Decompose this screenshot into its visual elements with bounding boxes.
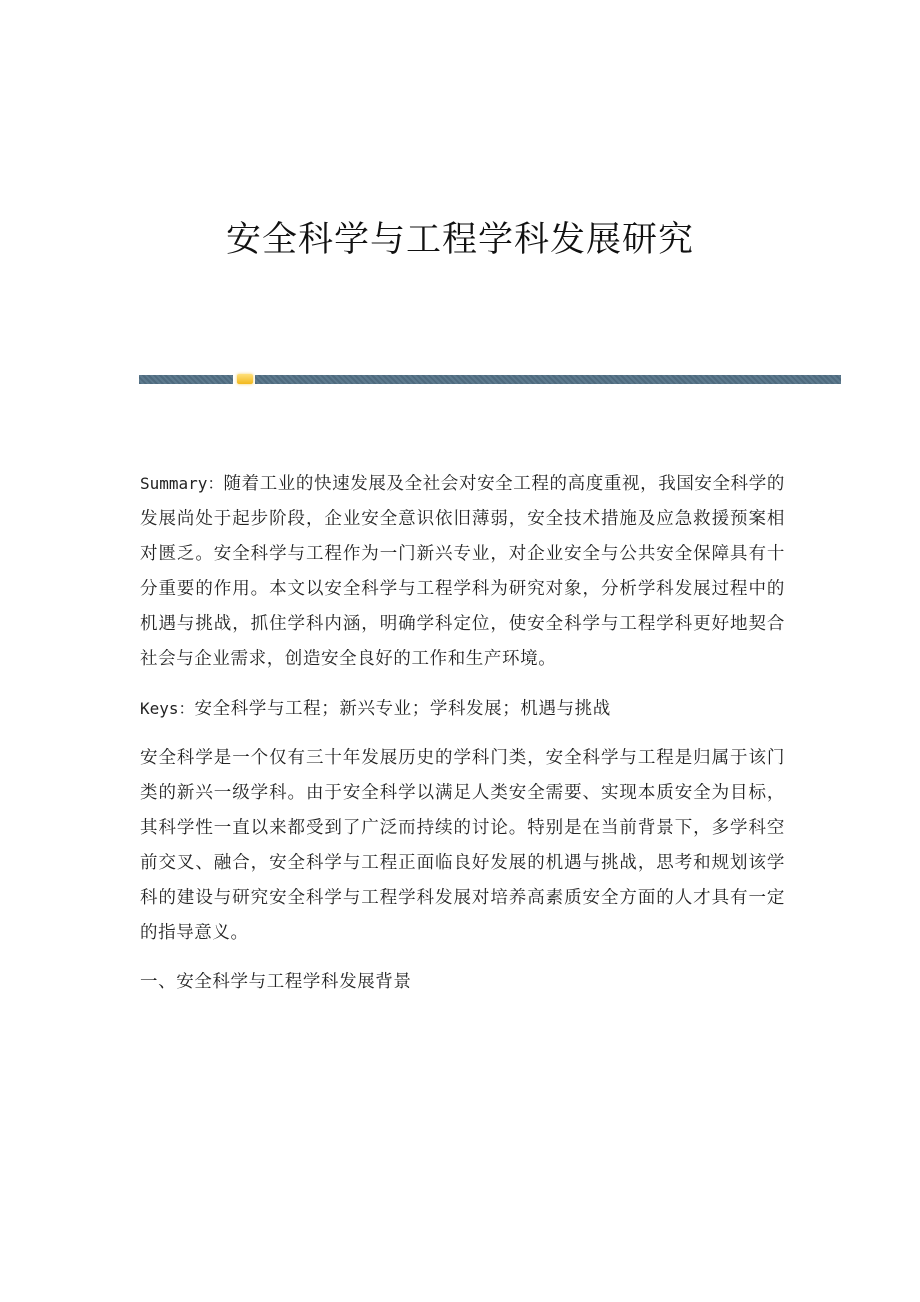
divider-ornament-icon [237,374,253,384]
intro-paragraph: 安全科学是一个仅有三十年发展历史的学科门类，安全科学与工程是归属于该门类的新兴一级学科。由于安全科学以满足人类安全需要、实现本质安全为目标，其科学性一直以来都受到了广泛而持续的讨论。特别是在当前背景下，多学科空前交叉、融合，安全科学与工程正面临良好发展的机遇与挑战，思考和规划该学科的建设与研究安全科学与工程学科发展对培养高素质安全方面的人才具有一定的指导意义。 [140,748,785,943]
section-heading: 一、安全科学与工程学科发展背景 [140,972,412,992]
summary-text: 随着工业的快速发展及全社会对安全工程的高度重视，我国安全科学的发展尚处于起步阶段，企业安全意识依旧薄弱，安全技术措施及应急救援预案相对匮乏。安全科学与工程作为一门新兴专业，对企业安全与公共安全保障具有十分重要的作用。本文以安全科学与工程学科为研究对象，分析学科发展过程中的机遇与挑战，抓住学科内涵，明确学科定位，使安全科学与工程学科更好地契合社会与企业需求，创造安全良好的工作和生产环境。 [140,474,785,669]
keys-paragraph [140,691,785,727]
divider-bar-left [139,375,233,384]
divider-bar-right [255,375,841,384]
keys-label: Keys： [140,699,195,718]
title-divider [139,375,841,384]
keys-text: 安全科学与工程；新兴专业；学科发展；机遇与挑战 [194,699,611,719]
summary-label: Summary： [140,474,224,493]
document-body [140,466,785,1014]
document-title: 安全科学与工程学科发展研究 [225,220,694,260]
summary-paragraph [140,466,785,677]
